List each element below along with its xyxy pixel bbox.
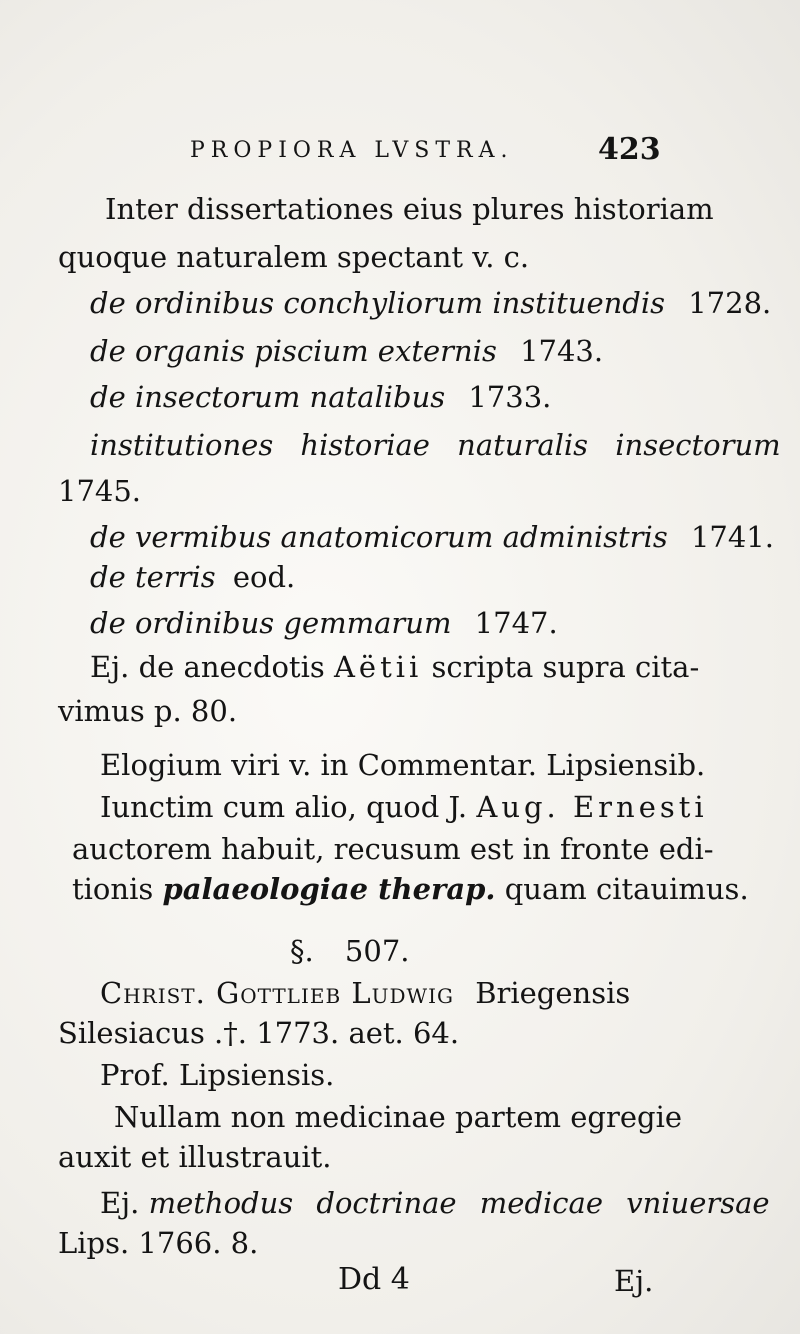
work-2-year: 1743. xyxy=(520,334,604,368)
entry-507-prof: Prof. Lipsiensis. xyxy=(100,1058,335,1092)
author-name: Christ. Gottlieb Ludwig xyxy=(100,976,454,1010)
author-origin: Briegensis xyxy=(475,976,631,1010)
work-6 xyxy=(90,560,295,594)
ej-prefix: Ej. xyxy=(100,1186,140,1220)
work-6-title: de terris xyxy=(90,560,216,594)
entry-507-desc-1: Nullam non medicinae partem egregie xyxy=(114,1100,683,1134)
iunctim-line-1 xyxy=(100,790,708,824)
work-4-title: institutiones historiae naturalis insectorum xyxy=(90,428,781,462)
work-4-year: 1745. xyxy=(58,474,142,508)
work-3 xyxy=(90,380,551,414)
iunctim-line-2: auctorem habuit, recusum est in fronte edi- xyxy=(72,832,714,866)
iunctim-name: Aug. Ernesti xyxy=(476,790,708,824)
work-1-title: de ordinibus conchyliorum instituendis xyxy=(90,286,666,320)
ej-anecdotis-line-2: vimus p. 80. xyxy=(58,694,238,728)
signature-mark: Dd 4 xyxy=(338,1262,410,1297)
ej-anecdotis-line-1 xyxy=(90,650,699,684)
iunctim-line-3-title: palaeologiae therap. xyxy=(162,872,496,906)
work-7-title: de ordinibus gemmarum xyxy=(90,606,452,640)
entry-507-ej-end: Lips. 1766. 8. xyxy=(58,1226,259,1260)
work-1-year: 1728. xyxy=(688,286,772,320)
work-7-year: 1747. xyxy=(474,606,558,640)
elogium-line: Elogium viri v. in Commentar. Lipsiensib. xyxy=(100,748,706,782)
page-number: 423 xyxy=(598,132,661,167)
work-5-year: 1741. xyxy=(690,520,774,554)
catchword: Ej. xyxy=(614,1264,654,1298)
ej-anecdotis-name: Aëtii xyxy=(333,650,423,684)
section-heading-507: §. 507. xyxy=(290,934,410,968)
iunctim-line-3-suffix: quam citauimus. xyxy=(504,872,749,906)
work-1 xyxy=(90,286,771,320)
ej-anecdotis-suffix: scripta supra cita- xyxy=(431,650,700,684)
iunctim-line-3 xyxy=(72,872,749,906)
work-5-title: de vermibus anatomicorum administris xyxy=(90,520,668,554)
running-title: PROPIORA LVSTRA. xyxy=(190,138,514,163)
intro-line-2: quoque naturalem spectant v. c. xyxy=(58,240,530,274)
entry-507-name-line xyxy=(100,976,630,1010)
intro-line-1: Inter dissertationes eius plures historiam xyxy=(105,192,714,226)
entry-507-ej-line xyxy=(100,1186,770,1220)
ej-anecdotis-prefix: Ej. de anecdotis xyxy=(90,650,325,684)
work-3-year: 1733. xyxy=(468,380,552,414)
ej-title: methodus doctrinae medicae vniuersae xyxy=(148,1186,770,1220)
work-2 xyxy=(90,334,603,368)
work-2-title: de organis piscium externis xyxy=(90,334,497,368)
work-5 xyxy=(90,520,774,554)
entry-507-desc-2: auxit et illustrauit. xyxy=(58,1140,332,1174)
work-3-title: de insectorum natalibus xyxy=(90,380,446,414)
entry-507-line-2: Silesiacus .†. 1773. aet. 64. xyxy=(58,1016,460,1050)
work-6-year: eod. xyxy=(232,560,296,594)
iunctim-line-3-prefix: tionis xyxy=(72,872,154,906)
iunctim-prefix: Iunctim cum alio, quod J. xyxy=(100,790,468,824)
work-7 xyxy=(90,606,558,640)
